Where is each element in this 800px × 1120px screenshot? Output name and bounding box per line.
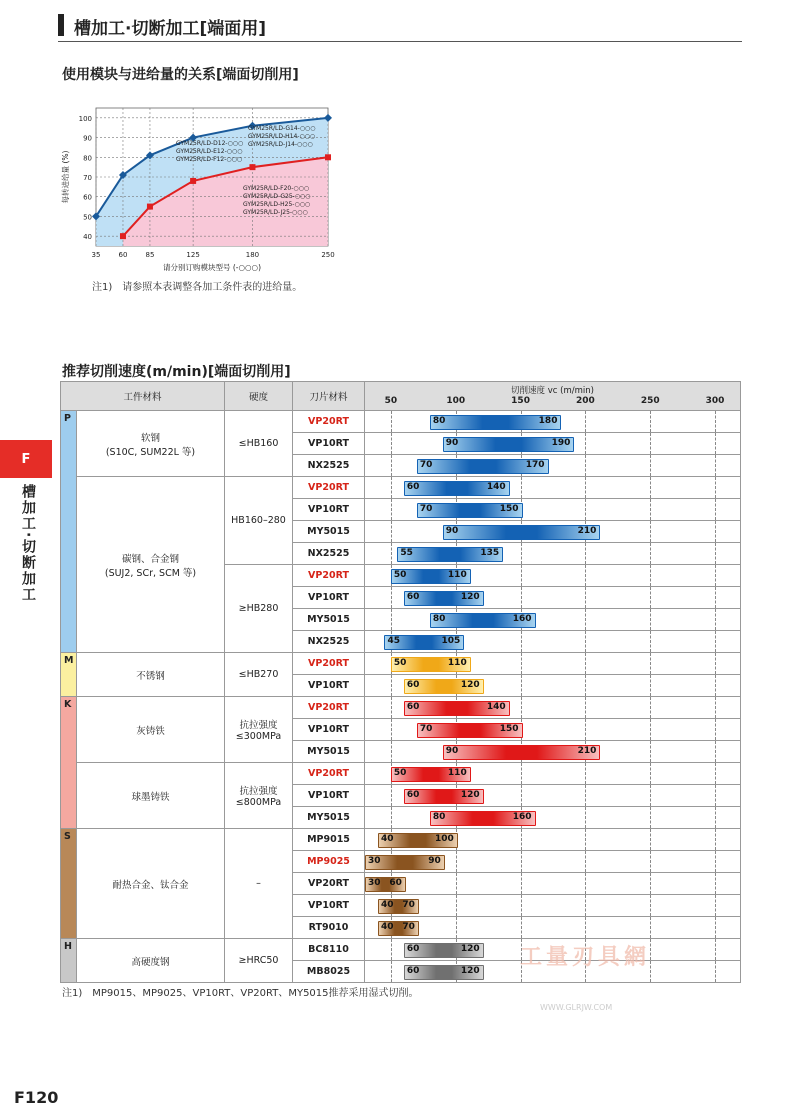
speed-bar-cell [365, 631, 741, 653]
grade-cell: VP10RT [293, 499, 365, 521]
speed-row [61, 697, 741, 719]
speed-gridline [456, 917, 457, 938]
page-title: 槽加工·切断加工[端面用] [74, 19, 266, 39]
speed-min-label: 80 [432, 812, 446, 822]
x-tick-label: 125 [186, 251, 200, 259]
speed-gridline [585, 675, 586, 696]
speed-gridline [650, 697, 651, 718]
grade-cell: MP9015 [293, 829, 365, 851]
speed-gridline [585, 477, 586, 498]
header-divider [58, 41, 742, 42]
speed-tick-label: 200 [576, 396, 595, 406]
iso-group-H: H [61, 939, 77, 983]
speed-bar-cell [365, 521, 741, 543]
speed-min-label: 40 [380, 834, 394, 844]
material-cell: 高硬度钢 [77, 939, 225, 983]
speed-min-label: 70 [419, 460, 433, 470]
speed-bar-cell [365, 477, 741, 499]
grade-cell: NX2525 [293, 455, 365, 477]
speed-gridline [521, 895, 522, 916]
speed-bar-cell [365, 433, 741, 455]
speed-max-label: 110 [447, 768, 467, 778]
speed-max-label: 110 [447, 658, 467, 668]
grade-cell: VP10RT [293, 675, 365, 697]
iso-group-K: K [61, 697, 77, 829]
y-tick-label: 90 [83, 134, 92, 143]
speed-gridline [585, 697, 586, 718]
speed-gridline [521, 631, 522, 652]
speed-min-label: 60 [406, 944, 420, 954]
speed-row [61, 477, 741, 499]
speed-gridline [585, 543, 586, 564]
hardness-cell: ≥HB280 [225, 565, 293, 653]
speed-axis-title: 切削速度 vc (m/min) [511, 386, 594, 396]
annotation-middle: GYM25R/LD-E12-○○○ [176, 148, 243, 155]
series-point-1 [120, 233, 126, 239]
speed-min-label: 60 [406, 592, 420, 602]
speed-gridline [715, 565, 716, 586]
y-tick-label: 40 [83, 233, 92, 242]
speed-min-label: 50 [393, 768, 407, 778]
speed-gridline [521, 675, 522, 696]
y-tick-label: 80 [83, 154, 92, 163]
speed-gridline [521, 565, 522, 586]
speed-gridline [650, 433, 651, 454]
speed-gridline [715, 785, 716, 806]
x-tick-label: 60 [118, 251, 128, 259]
y-tick-label: 100 [78, 114, 92, 123]
grade-cell: VP20RT [293, 477, 365, 499]
feed-section-title: 使用模块与进给量的关系[端面切削用] [62, 67, 299, 83]
speed-max-label: 180 [538, 416, 558, 426]
speed-gridline [521, 917, 522, 938]
annotation-lower: GYM25R/LD-F20-○○○ [243, 185, 310, 192]
annotation-middle: GYM25R/LD-F12-○○○ [176, 156, 243, 163]
hardness-cell: 抗拉强度 ≤300MPa [225, 697, 293, 763]
speed-gridline [650, 587, 651, 608]
speed-bar-cell [365, 873, 741, 895]
speed-gridline [585, 917, 586, 938]
speed-min-label: 40 [380, 900, 394, 910]
speed-gridline [391, 939, 392, 960]
speed-row [61, 829, 741, 851]
speed-gridline [650, 411, 651, 432]
speed-gridline [521, 697, 522, 718]
speed-tick-label: 300 [705, 396, 725, 406]
speed-gridline [391, 609, 392, 630]
speed-gridline [715, 763, 716, 784]
speed-bar-cell [365, 895, 741, 917]
speed-min-label: 70 [419, 504, 433, 514]
grade-cell: MY5015 [293, 741, 365, 763]
speed-min-label: 45 [387, 636, 400, 646]
x-tick-label: 250 [321, 251, 335, 259]
speed-gridline [715, 521, 716, 542]
speed-min-label: 50 [393, 570, 407, 580]
speed-gridline [650, 477, 651, 498]
speed-gridline [391, 521, 392, 542]
annotation-upper: GYM25R/LD-J14-○○○ [248, 141, 313, 148]
speed-gridline [456, 851, 457, 872]
speed-min-label: 50 [393, 658, 407, 668]
speed-min-label: 80 [432, 416, 446, 426]
speed-gridline [391, 455, 392, 476]
speed-min-label: 70 [419, 724, 433, 734]
speed-gridline [715, 697, 716, 718]
speed-bar-cell [365, 851, 741, 873]
grade-cell: MY5015 [293, 521, 365, 543]
speed-gridline [715, 719, 716, 740]
speed-bar-cell [365, 807, 741, 829]
speed-gridline [585, 565, 586, 586]
speed-gridline [715, 961, 716, 982]
y-axis-label: 每转进给量 (%) [61, 150, 70, 204]
speed-gridline [650, 653, 651, 674]
speed-bar-cell [365, 499, 741, 521]
grade-cell: RT9010 [293, 917, 365, 939]
speed-max-label: 120 [460, 680, 480, 690]
speed-gridline [650, 851, 651, 872]
speed-gridline [585, 785, 586, 806]
speed-gridline [391, 587, 392, 608]
speed-max-label: 135 [480, 548, 500, 558]
speed-gridline [650, 499, 651, 520]
speed-bar-cell [365, 763, 741, 785]
speed-gridline [715, 917, 716, 938]
speed-max-label: 210 [577, 526, 597, 536]
speed-max-label: 120 [460, 790, 480, 800]
speed-gridline [715, 609, 716, 630]
grade-cell: VP10RT [293, 719, 365, 741]
speed-gridline [715, 411, 716, 432]
grade-cell: NX2525 [293, 543, 365, 565]
speed-gridline [650, 763, 651, 784]
x-axis-label: 请分别订购模块型号 (-○○○) [162, 263, 262, 272]
speed-min-label: 60 [406, 702, 420, 712]
grade-cell: MP9025 [293, 851, 365, 873]
speed-gridline [391, 477, 392, 498]
speed-bar-cell [365, 543, 741, 565]
grade-cell: VP10RT [293, 587, 365, 609]
speed-gridline [391, 785, 392, 806]
speed-gridline [521, 653, 522, 674]
speed-max-label: 60 [389, 878, 402, 888]
y-tick-label: 60 [83, 193, 92, 202]
speed-bar-cell [365, 609, 741, 631]
speed-max-label: 120 [460, 944, 480, 954]
iso-group-M: M [61, 653, 77, 697]
y-tick-label: 70 [83, 174, 92, 182]
speed-gridline [650, 631, 651, 652]
speed-gridline [650, 873, 651, 894]
speed-gridline [715, 741, 716, 762]
speed-gridline [585, 631, 586, 652]
speed-gridline [650, 609, 651, 630]
speed-bar-cell [365, 675, 741, 697]
speed-gridline [715, 873, 716, 894]
grade-cell: VP10RT [293, 895, 365, 917]
speed-gridline [650, 455, 651, 476]
speed-bar-cell [365, 587, 741, 609]
speed-gridline [715, 499, 716, 520]
speed-row [61, 411, 741, 433]
speed-bar-cell [365, 719, 741, 741]
grade-cell: VP20RT [293, 873, 365, 895]
header-grade: 刀片材料 [293, 382, 365, 411]
hardness-cell: ≤HB270 [225, 653, 293, 697]
speed-tick-label: 150 [511, 396, 530, 406]
speed-gridline [585, 609, 586, 630]
speed-gridline [650, 785, 651, 806]
material-cell: 耐热合金、钛合金 [77, 829, 225, 939]
speed-max-label: 140 [486, 702, 506, 712]
material-cell: 灰铸铁 [77, 697, 225, 763]
speed-gridline [391, 499, 392, 520]
header-accent-bar [58, 14, 64, 36]
speed-section-title: 推荐切削速度(m/min)[端面切削用] [62, 364, 291, 380]
speed-max-label: 70 [402, 900, 415, 910]
x-tick-label: 35 [91, 251, 101, 259]
annotation-upper: GYM25R/LD-H14-○○○ [248, 133, 316, 140]
speed-gridline [650, 521, 651, 542]
speed-gridline [650, 565, 651, 586]
speed-gridline [585, 873, 586, 894]
speed-gridline [715, 675, 716, 696]
grade-cell: BC8110 [293, 939, 365, 961]
speed-note: 注1) MP9015、MP9025、VP10RT、VP20RT、MY5015推荐采用湿式切削。 [62, 988, 419, 999]
speed-bar-cell [365, 411, 741, 433]
speed-gridline [391, 675, 392, 696]
material-cell: 不锈钢 [77, 653, 225, 697]
grade-cell: MY5015 [293, 609, 365, 631]
speed-bar-cell [365, 697, 741, 719]
series-point-1 [190, 178, 196, 184]
grade-cell: VP10RT [293, 433, 365, 455]
speed-max-label: 160 [512, 812, 532, 822]
speed-row [61, 763, 741, 785]
speed-gridline [585, 807, 586, 828]
speed-gridline [521, 763, 522, 784]
speed-max-label: 150 [499, 504, 519, 514]
speed-gridline [715, 543, 716, 564]
header-speed [365, 382, 741, 411]
grade-cell: VP10RT [293, 785, 365, 807]
speed-tick-label: 50 [384, 396, 398, 406]
speed-min-label: 90 [445, 746, 459, 756]
annotation-lower: GYM25R/LD-H25-○○○ [243, 201, 311, 208]
speed-max-label: 120 [460, 592, 480, 602]
speed-max-label: 170 [525, 460, 545, 470]
speed-max-label: 190 [551, 438, 571, 448]
speed-max-label: 90 [428, 856, 441, 866]
speed-gridline [650, 741, 651, 762]
section-label: 槽加工·切断加工 [20, 484, 36, 604]
speed-gridline [521, 477, 522, 498]
speed-bar-cell [365, 741, 741, 763]
grade-cell: MY5015 [293, 807, 365, 829]
speed-gridline [521, 829, 522, 850]
section-tab[interactable]: F [0, 440, 52, 478]
speed-gridline [391, 543, 392, 564]
speed-tick-label: 100 [446, 396, 466, 406]
speed-gridline [391, 807, 392, 828]
grade-cell: VP20RT [293, 697, 365, 719]
annotation-lower: GYM25R/LD-J25-○○○ [243, 209, 308, 216]
speed-gridline [650, 961, 651, 982]
feed-note: 注1) 请参照本表调整各加工条件表的进给量。 [92, 282, 303, 293]
grade-cell: NX2525 [293, 631, 365, 653]
speed-gridline [391, 697, 392, 718]
series-point-1 [147, 204, 153, 210]
speed-gridline [650, 917, 651, 938]
speed-gridline [715, 851, 716, 872]
iso-group-S: S [61, 829, 77, 939]
speed-min-label: 80 [432, 614, 446, 624]
speed-gridline [715, 587, 716, 608]
speed-gridline [715, 455, 716, 476]
speed-gridline [585, 587, 586, 608]
speed-gridline [521, 587, 522, 608]
material-cell: 碳钢、合金钢 (SUJ2, SCr, SCM 等) [77, 477, 225, 653]
speed-gridline [391, 741, 392, 762]
speed-gridline [521, 543, 522, 564]
speed-min-label: 60 [406, 482, 420, 492]
speed-min-label: 60 [406, 680, 420, 690]
speed-table-grid [60, 381, 741, 983]
speed-max-label: 160 [512, 614, 532, 624]
grade-cell: VP20RT [293, 411, 365, 433]
speed-gridline [391, 411, 392, 432]
watermark-url: WWW.GLRJW.COM [540, 1003, 613, 1012]
material-cell: 球墨铸铁 [77, 763, 225, 829]
speed-max-label: 105 [441, 636, 461, 646]
grade-cell: VP20RT [293, 763, 365, 785]
speed-gridline [585, 455, 586, 476]
speed-max-label: 150 [499, 724, 519, 734]
speed-gridline [650, 675, 651, 696]
speed-bar-cell [365, 455, 741, 477]
speed-gridline [391, 961, 392, 982]
series-point-1 [249, 164, 255, 170]
speed-gridline [715, 631, 716, 652]
speed-gridline [521, 873, 522, 894]
speed-gridline [715, 477, 716, 498]
watermark-logo: 工量刃具網 [520, 945, 651, 970]
speed-gridline [650, 829, 651, 850]
speed-gridline [715, 939, 716, 960]
speed-gridline [391, 433, 392, 454]
speed-max-label: 120 [460, 966, 480, 976]
speed-min-label: 55 [400, 548, 413, 558]
speed-tick-label: 250 [640, 396, 660, 406]
speed-gridline [650, 939, 651, 960]
speed-min-label: 30 [368, 856, 381, 866]
speed-gridline [585, 763, 586, 784]
speed-min-label: 90 [445, 438, 459, 448]
speed-gridline [521, 851, 522, 872]
speed-bar-cell [365, 653, 741, 675]
grade-cell: MB8025 [293, 961, 365, 983]
speed-bar-cell [365, 785, 741, 807]
annotation-lower: GYM25R/LD-G25-○○○ [243, 193, 311, 200]
feed-chart [58, 96, 348, 276]
speed-min-label: 60 [406, 790, 420, 800]
speed-gridline [456, 895, 457, 916]
x-tick-label: 85 [145, 251, 155, 259]
speed-gridline [585, 653, 586, 674]
speed-gridline [585, 895, 586, 916]
hardness-cell: ≥HRC50 [225, 939, 293, 983]
speed-gridline [715, 807, 716, 828]
speed-gridline [715, 433, 716, 454]
speed-min-label: 60 [406, 966, 420, 976]
speed-max-label: 110 [447, 570, 467, 580]
annotation-upper: GYM25R/LD-G14-○○○ [248, 125, 316, 132]
annotation-middle: GYM25R/LD-D12-○○○ [176, 140, 244, 147]
grade-cell: VP20RT [293, 565, 365, 587]
speed-row [61, 653, 741, 675]
hardness-cell: – [225, 829, 293, 939]
speed-gridline [650, 719, 651, 740]
y-tick-label: 50 [83, 213, 92, 222]
x-tick-label: 180 [245, 251, 260, 259]
speed-bar-cell [365, 917, 741, 939]
header-material: 工件材料 [61, 382, 225, 411]
speed-gridline [650, 895, 651, 916]
speed-min-label: 90 [445, 526, 459, 536]
iso-group-P: P [61, 411, 77, 653]
speed-gridline [521, 785, 522, 806]
speed-gridline [456, 873, 457, 894]
speed-gridline [585, 499, 586, 520]
speed-bar-cell [365, 565, 741, 587]
speed-gridline [585, 719, 586, 740]
speed-gridline [585, 851, 586, 872]
material-cell: 软钢 (S10C, SUM22L 等) [77, 411, 225, 477]
speed-max-label: 100 [434, 834, 454, 844]
speed-min-label: 30 [368, 878, 381, 888]
series-point-1 [325, 154, 331, 160]
header-hardness: 硬度 [225, 382, 293, 411]
speed-gridline [715, 653, 716, 674]
speed-min-label: 40 [380, 922, 394, 932]
hardness-cell: ≤HB160 [225, 411, 293, 477]
speed-max-label: 140 [486, 482, 506, 492]
speed-gridline [585, 411, 586, 432]
speed-gridline [715, 895, 716, 916]
speed-bar-cell [365, 829, 741, 851]
speed-gridline [650, 807, 651, 828]
speed-max-label: 210 [577, 746, 597, 756]
speed-gridline [585, 433, 586, 454]
hardness-cell: 抗拉强度 ≤800MPa [225, 763, 293, 829]
hardness-cell: HB160–280 [225, 477, 293, 565]
grade-cell: VP20RT [293, 653, 365, 675]
speed-gridline [715, 829, 716, 850]
speed-gridline [585, 829, 586, 850]
speed-gridline [650, 543, 651, 564]
page-number: F120 [14, 1088, 59, 1107]
speed-gridline [391, 719, 392, 740]
speed-max-label: 70 [402, 922, 415, 932]
